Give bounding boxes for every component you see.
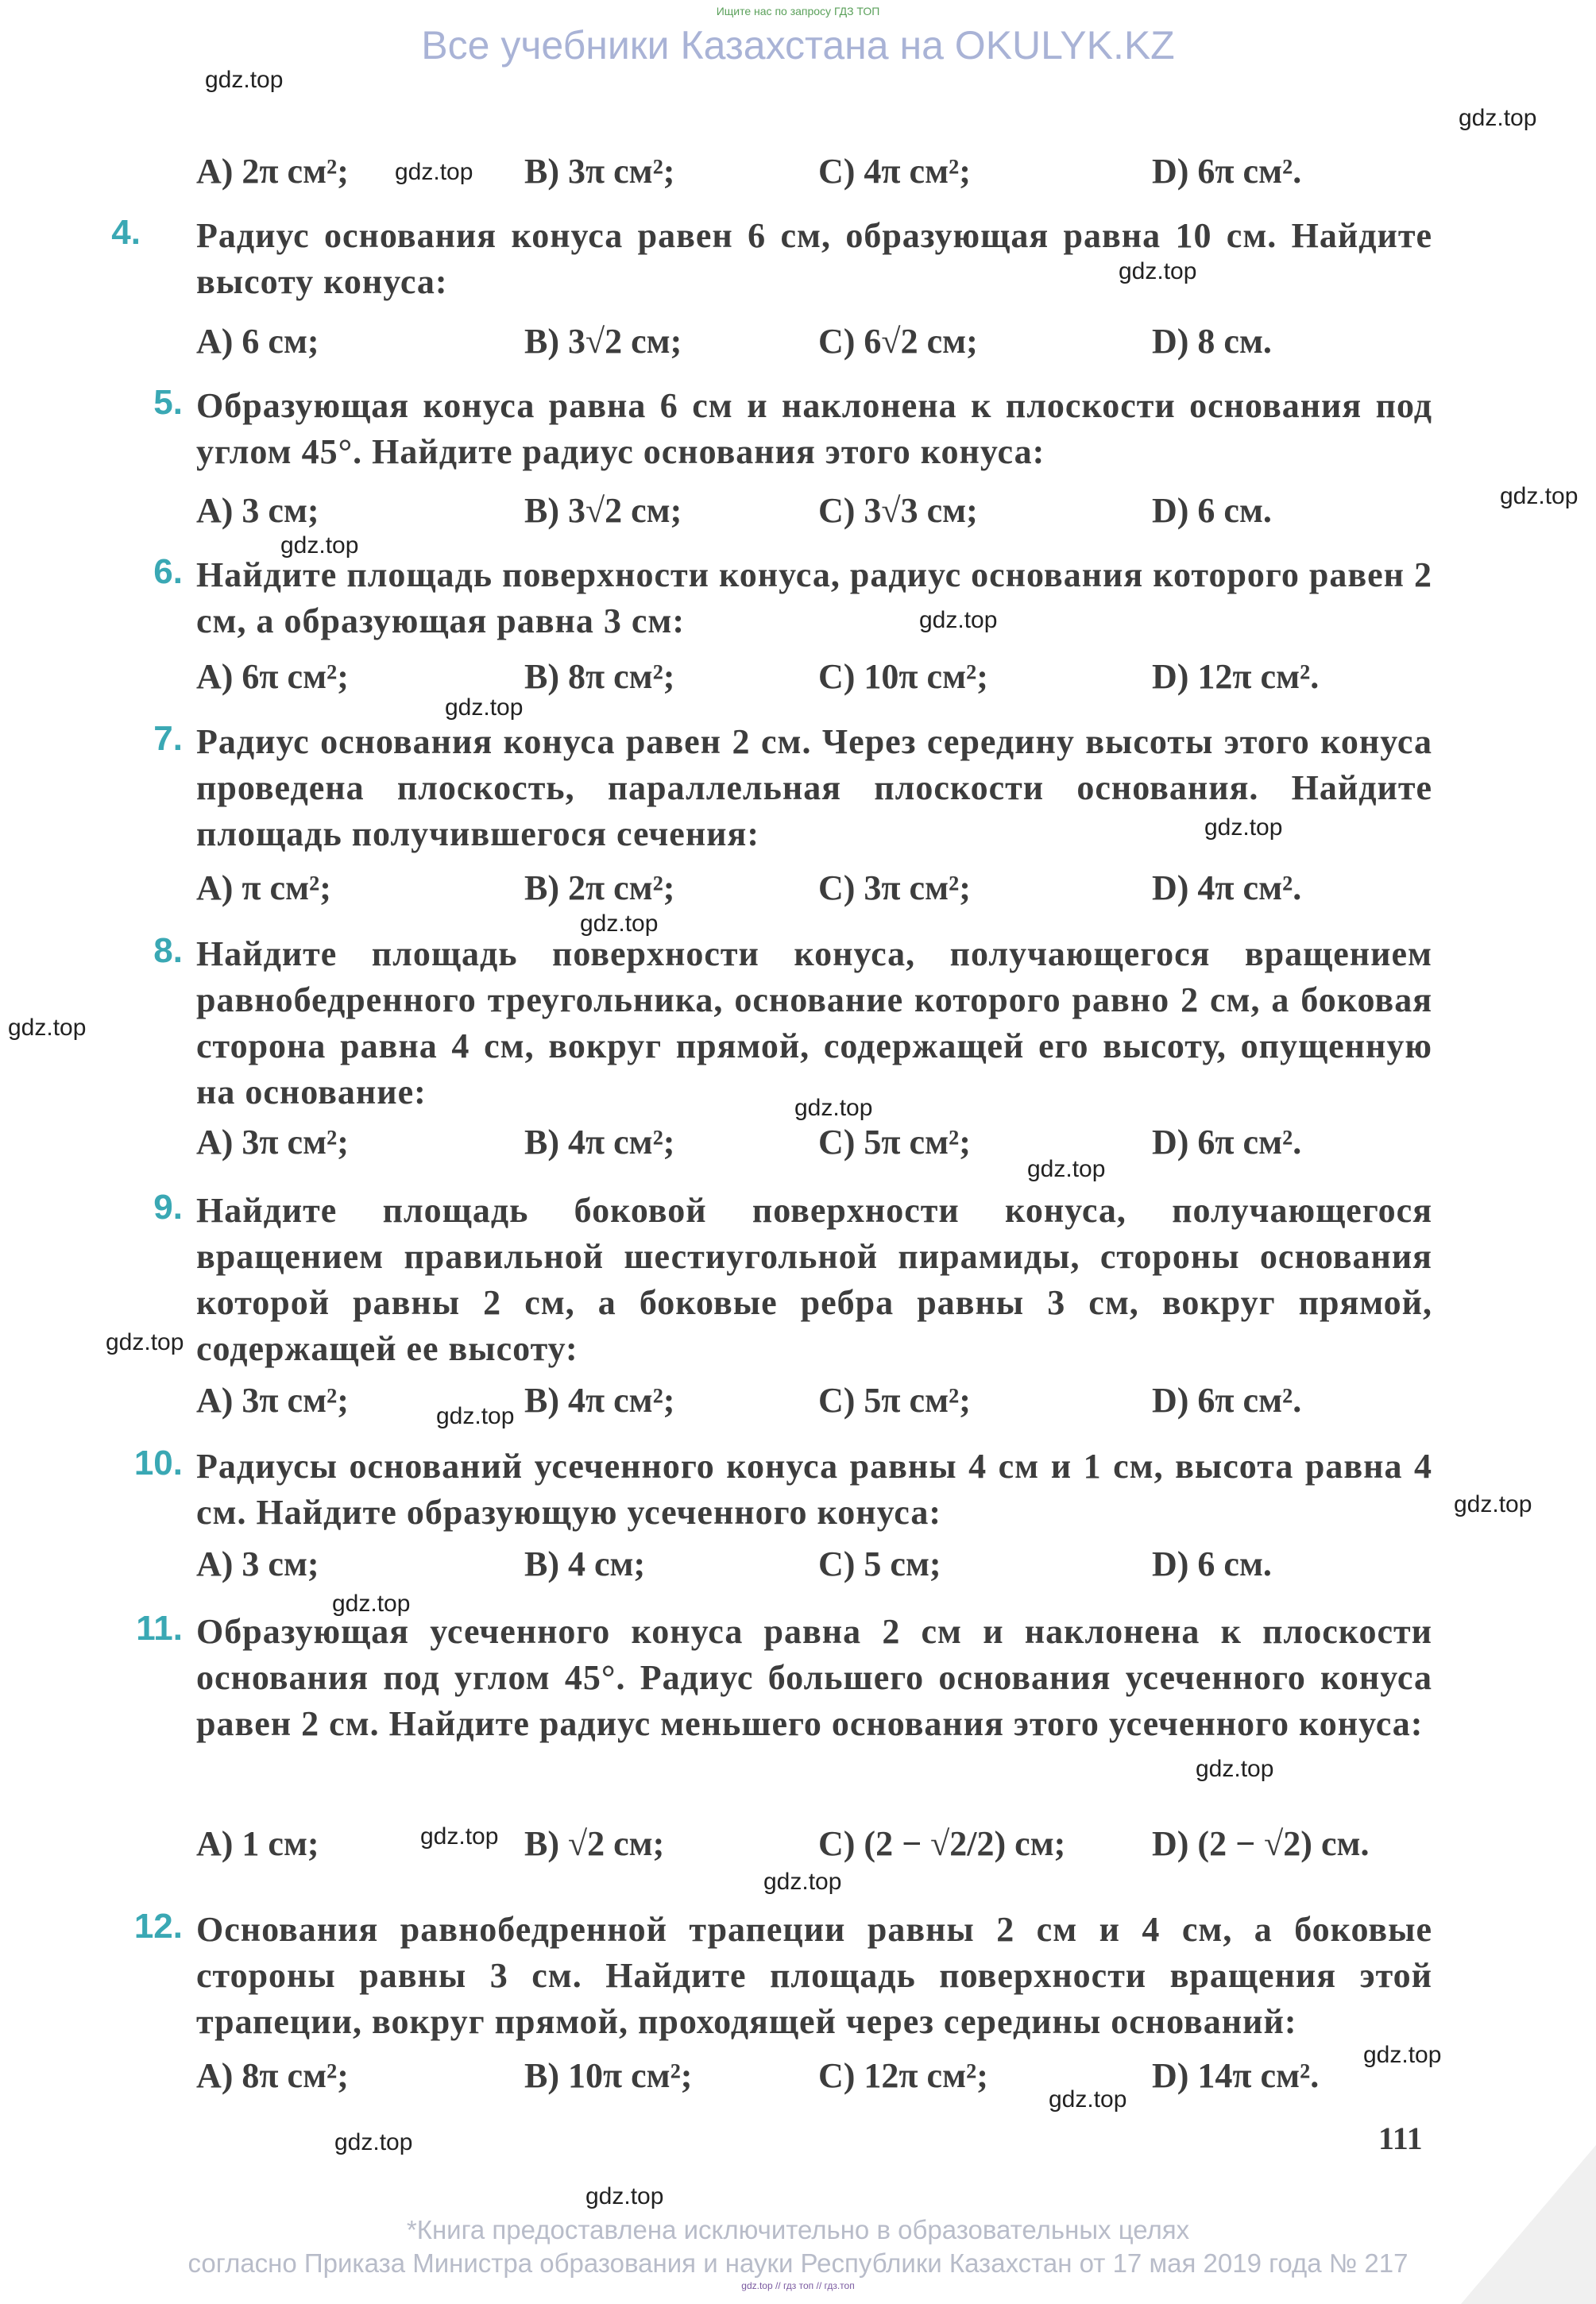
q6-option-b: B) 8π см²; (524, 657, 675, 696)
q9-option-a: A) 3π см²; (196, 1381, 349, 1420)
q10-option-d: D) 6 см. (1152, 1544, 1272, 1583)
question-9-number: 9. (153, 1188, 183, 1227)
footer-line-2: согласно Приказа Министра образования и науки Республики Казахстан от 17 мая 2019 года № 217 (187, 2248, 1409, 2278)
q11-option-b: B) √2 см; (524, 1824, 665, 1863)
watermark: gdz.top (1119, 258, 1197, 284)
q4-option-c: C) 6√2 см; (818, 322, 978, 361)
site-banner[interactable]: Все учебники Казахстана на OKULYK.KZ (421, 23, 1175, 68)
question-10-text: Радиусы оснований усеченного конуса равны 4 см и 1 см, высота равна 4 см. Найдите образующую усеченного конуса: (196, 1447, 1432, 1532)
watermark: gdz.top (919, 607, 998, 633)
watermark: gdz.top (334, 2129, 413, 2155)
q9-option-c: C) 5π см²; (818, 1381, 971, 1420)
q10-option-c: C) 5 см; (818, 1544, 941, 1583)
q5-option-d: D) 6 см. (1152, 491, 1272, 530)
q8-option-b: B) 4π см²; (524, 1123, 675, 1162)
question-6-text: Найдите площадь поверхности конуса, радиус основания которого равен 2 см, а образующая равна 3 см: (196, 555, 1432, 640)
watermark: gdz.top (1500, 483, 1579, 509)
q7-option-a: A) π см²; (196, 868, 331, 907)
q10-option-b: B) 4 см; (524, 1544, 646, 1583)
footer-line-1: *Книга предоставлена исключительно в образовательных целях (406, 2215, 1190, 2244)
q8-option-a: A) 3π см²; (196, 1123, 349, 1162)
q8-option-c: C) 5π см²; (818, 1123, 971, 1162)
q12-option-a: A) 8π см²; (196, 2056, 349, 2095)
question-6-number: 6. (153, 552, 183, 591)
page-number: 111 (1378, 2120, 1423, 2156)
question-11-text: Образующая усеченного конуса равна 2 см и наклонена к плоскости основания под углом 45°. Радиус большего основания усеченного конуса равен 2 см. Найдите радиус меньшего основания этого усеченного конуса: (196, 1612, 1432, 1743)
q12-option-c: C) 12π см²; (818, 2056, 988, 2095)
question-11-number: 11. (136, 1609, 183, 1648)
q6-option-c: C) 10π см²; (818, 657, 988, 696)
watermark: gdz.top (1027, 1156, 1106, 1182)
q8-option-d: D) 6π см². (1152, 1123, 1302, 1162)
watermark: gdz.top (1196, 1756, 1274, 1782)
q11-option-a: A) 1 см; (196, 1824, 319, 1863)
question-5-number: 5. (153, 383, 183, 422)
question-12-text: Основания равнобедренной трапеции равны 2 см и 4 см, а боковые стороны равны 3 см. Найдите площадь поверхности вращения этой трапеции, вокруг прямой, проходящей через середины оснований: (196, 1910, 1432, 2041)
watermark: gdz.top (1454, 1491, 1532, 1517)
watermark: gdz.top (585, 2183, 664, 2209)
watermark: gdz.top (395, 159, 473, 185)
watermark: gdz.top (280, 532, 359, 559)
q7-option-d: D) 4π см². (1152, 868, 1302, 907)
question-number: 4. (111, 213, 141, 252)
question-12-number: 12. (133, 1907, 183, 1946)
question-8-text: Найдите площадь поверхности конуса, получающегося вращением равнобедренного треугольника, основание которого равно 2 см, а боковая сторона равна 4 см, вокруг прямой, содержащей его высоту, опущенную на основание: (196, 934, 1432, 1111)
question-5-text: Образующая конуса равна 6 см и наклонена к плоскости основания под углом 45°. Найдите радиус основания этого конуса: (196, 386, 1432, 471)
watermark: gdz.top (8, 1015, 87, 1041)
watermark: gdz.top (794, 1095, 873, 1121)
question-9-text: Найдите площадь боковой поверхности конуса, получающегося вращением правильной шестиугольной пирамиды, стороны основания которой равны 2 см, а боковые ребра равны 3 см, вокруг прямой, содержащей ее высоту: (196, 1191, 1432, 1368)
q6-option-d: D) 12π см². (1152, 657, 1320, 696)
watermark: gdz.top (580, 910, 659, 937)
q12-option-b: B) 10π см²; (524, 2056, 693, 2095)
question-4-text: Радиус основания конуса равен 6 см, образующая равна 10 см. Найдите высоту конуса: (196, 216, 1432, 301)
question-7-text: Радиус основания конуса равен 2 см. Через середину высоты этого конуса проведена плоскость, параллельная плоскости основания. Найдите площадь получившегося сечения: (196, 722, 1432, 853)
q3-option-c: C) 4π см²; (818, 152, 971, 191)
q9-option-d: D) 6π см². (1152, 1381, 1302, 1420)
q9-option-b: B) 4π см²; (524, 1381, 675, 1420)
footer-small: gdz.top // гдз топ // гдз.топ (741, 2280, 855, 2291)
question-10-number: 10. (133, 1444, 183, 1483)
q5-option-a: A) 3 см; (196, 491, 319, 530)
q6-option-a: A) 6π см²; (196, 657, 349, 696)
top-note: Ищите нас по запросу ГДЗ ТОП (716, 5, 880, 17)
watermark: gdz.top (1459, 105, 1537, 131)
watermark: gdz.top (436, 1403, 515, 1429)
q7-option-b: B) 2π см²; (524, 868, 675, 907)
question-7-number: 7. (153, 719, 183, 758)
q10-option-a: A) 3 см; (196, 1544, 319, 1583)
q5-option-c: C) 3√3 см; (818, 491, 978, 530)
q3-option-b: B) 3π см²; (524, 152, 675, 191)
watermark: gdz.top (1363, 2042, 1442, 2068)
watermark: gdz.top (205, 67, 284, 93)
q11-option-c: C) (2 − √2/2) см; (818, 1824, 1066, 1863)
watermark: gdz.top (1204, 814, 1283, 841)
q7-option-c: C) 3π см²; (818, 868, 971, 907)
watermark: gdz.top (420, 1823, 499, 1850)
q4-option-d: D) 8 см. (1152, 322, 1272, 361)
q4-option-b: B) 3√2 см; (524, 322, 682, 361)
q3-option-a: A) 2π см²; (196, 152, 349, 191)
watermark: gdz.top (445, 694, 524, 721)
q12-option-d: D) 14π см². (1152, 2056, 1320, 2095)
question-8-number: 8. (153, 931, 183, 970)
q4-option-a: A) 6 см; (196, 322, 319, 361)
q5-option-b: B) 3√2 см; (524, 491, 682, 530)
watermark: gdz.top (763, 1869, 842, 1895)
q3-option-d: D) 6π см². (1152, 152, 1302, 191)
q11-option-d: D) (2 − √2) см. (1152, 1824, 1370, 1863)
watermark: gdz.top (106, 1329, 184, 1355)
watermark: gdz.top (1049, 2086, 1127, 2113)
watermark: gdz.top (332, 1591, 411, 1617)
